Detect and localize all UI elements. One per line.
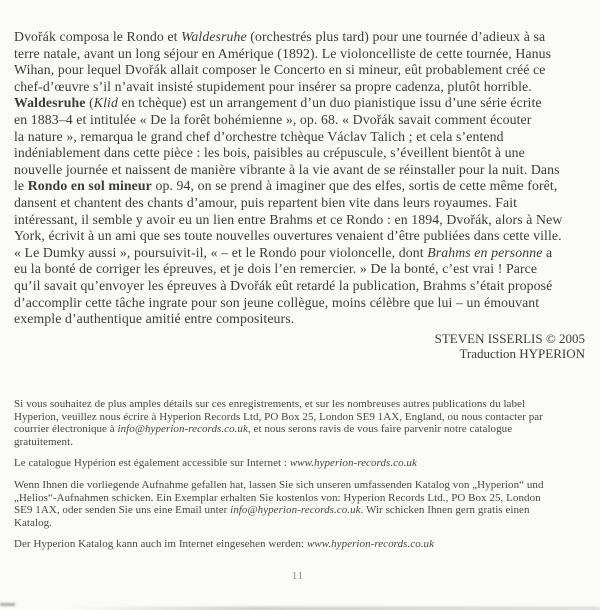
- text-line: courrier électronique à info@hyperion-records.co.uk, et nous serons ravis de vous faire parvenir notre catalogue: [14, 423, 513, 436]
- text-line: Wihan, pour lequel Dvořák allait composer le Concerto en si mineur, eût probablement créé ce: [14, 62, 546, 78]
- text-line: Dvořák composa le Rondo et Waldesruhe (orchestrés plus tard) pour une tournée d’adieux à sa: [14, 29, 546, 44]
- text-line: chef-d’œuvre s’il n’avait insisté stupidement pour insérer sa propre cadenza, plutôt horrible.: [14, 78, 532, 94]
- notice-german-contact: [14, 479, 585, 529]
- text-line: qu’il savait qu’envoyer les épreuves à Dvořák eût retardé la publication, Brahms s’était proposé: [14, 277, 553, 293]
- attribution: [14, 331, 585, 363]
- text-line: Waldesruhe (Klid en tchèque) est un arrangement d’un duo pianistique issu d’une série écrite: [14, 95, 542, 111]
- attribution-translation: Traduction HYPERION: [459, 346, 585, 362]
- text-line: Hyperion, veuillez nous écrire à Hyperion Records Ltd, PO Box 25, London SE9 1AX, England, ou nous contacter par: [14, 410, 543, 423]
- text-line: indéniablement dans cette pièce : les bois, paisibles au crépuscule, s’éveillent bientôt à une: [14, 145, 525, 161]
- catalogue-notices: [14, 398, 585, 551]
- text-line: gratuitement.: [14, 435, 73, 448]
- essay-text: [14, 29, 585, 328]
- scan-artifact: [0, 603, 15, 606]
- text-line: Der Hyperion Katalog kann auch im Internet eingesehen werden: www.hyperion-records.co.uk: [14, 538, 435, 551]
- attribution-author: STEVEN ISSERLIS © 2005: [434, 330, 585, 346]
- text-line: « Le Dumky aussi », poursuivit-il, « – et le Rondo pour violoncelle, dont Brahms en personne a: [14, 244, 553, 260]
- text-line: „Helios“-Aufnahmen schicken. Ein Exemplar erhalten Sie kostenlos von: Hyperion Records Ltd., PO Box 25, London: [14, 491, 541, 504]
- notice-german-internet: [14, 538, 585, 550]
- text-line: York, écrivit à un ami que ses toute nouvelles ouvertures venaient d’être publiées dans cette ville.: [14, 228, 562, 244]
- text-line: Wenn Ihnen die vorliegende Aufnahme gefallen hat, lassen Sie sich unseren umfassenden Katalog von „Hyperion“ und: [14, 479, 544, 492]
- text-line: Katalog.: [14, 516, 52, 529]
- text-line: dansent et chantent des chants d’amour, puis repartent bien vite dans leurs royaumes. Fait: [14, 194, 518, 210]
- text-line: intéressant, il semble y avoir eu un lien entre Brahms et ce Rondo : en 1894, Dvořák, alors à New: [14, 211, 563, 227]
- notice-french-internet: [14, 457, 585, 469]
- text-line: exemple d’authentique amitié entre compositeurs.: [14, 311, 295, 327]
- text-line: SE9 1AX, oder senden Sie uns eine Email unter info@hyperion-records.co.uk. Wir schicken Ihnen gern gratis einen: [14, 504, 530, 517]
- text-line: nouvelle journée et naissent de manière vibrante à la vie avant de se réinstaller pour la nuit. Dans: [14, 161, 560, 177]
- text-line: d’accomplir cette tâche ingrate pour son jeune collègue, moins célèbre que lui – un émouvant: [14, 294, 540, 310]
- text-line: Si vous souhaitez de plus amples détails sur ces enregistrements, et sur les nombreuses autres publications du label: [14, 398, 526, 411]
- text-line: eu la bonté de corriger les épreuves, et je dois l’en remercier. » De la bonté, c’est vrai ! Parce: [14, 261, 538, 277]
- text-line: terre natale, avant un long séjour en Amérique (1892). Le violoncelliste de cette tournée, Hanus: [14, 45, 552, 61]
- text-line: le Rondo en sol mineur op. 94, on se prend à imaginer que des elfes, sortis de cette même forêt,: [14, 178, 558, 194]
- notice-french-contact: [14, 398, 585, 448]
- text-line: la nature », remarqua le grand chef d’orchestre tchèque Václav Talich ; et cela s’entend: [14, 128, 504, 144]
- text-line: Le catalogue Hypérion est également accessible sur Internet : www.hyperion-records.co.uk: [14, 457, 417, 470]
- text-line: en 1883–4 et intitulée « De la forêt bohémienne », op. 68. « Dvořák savait comment écouter: [14, 111, 532, 127]
- page-number: 11: [291, 571, 305, 582]
